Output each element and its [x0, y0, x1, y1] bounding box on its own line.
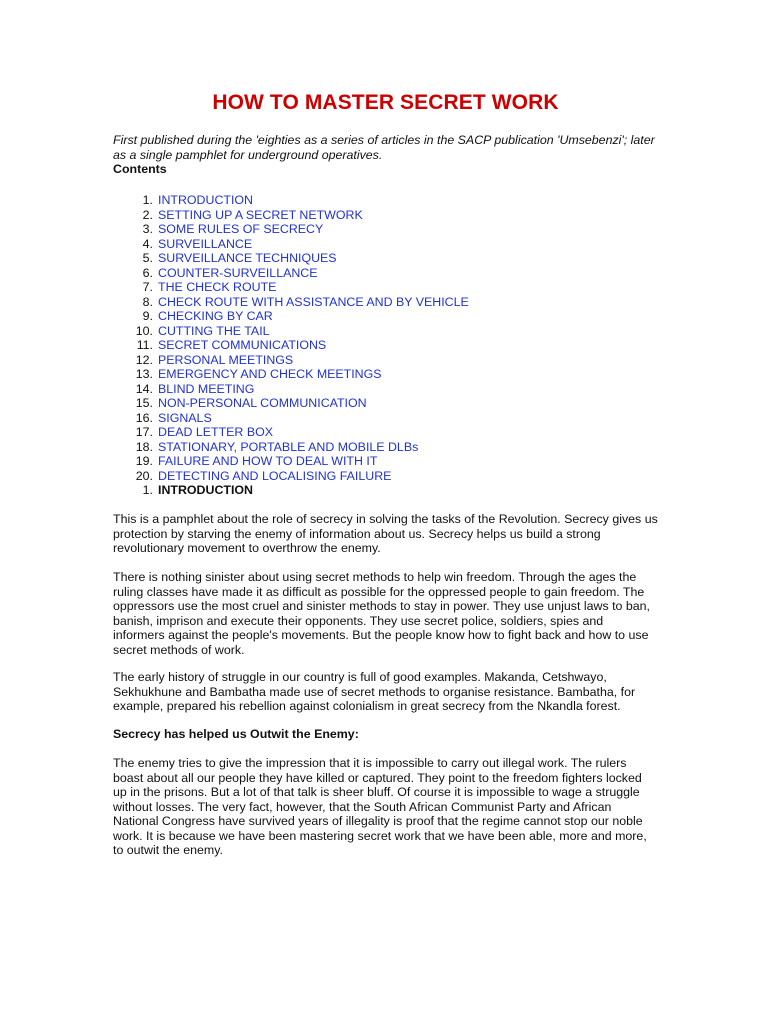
toc-item[interactable] [113, 353, 658, 368]
toc-item[interactable] [113, 266, 658, 281]
toc-item-link[interactable]: INTRODUCTION [158, 193, 253, 207]
paragraph: This is a pamphlet about the role of secrecy in solving the tasks of the Revolution. Secrecy gives us protection by starving the enemy of information about us. Secrecy helps us build a strong revolutionary movement to overthrow the enemy. [113, 512, 658, 555]
toc-item-link[interactable]: PERSONAL MEETINGS [158, 352, 294, 367]
toc-item[interactable] [113, 208, 658, 223]
toc-item-link[interactable]: STATIONARY, PORTABLE AND MOBILE DLBs [158, 439, 419, 454]
toc-item-link[interactable]: SOME RULES OF SECRECY [158, 222, 324, 236]
toc-item-number: 3. [142, 222, 153, 236]
toc-item-number: 17. [135, 425, 153, 439]
toc-item-number: 7. [142, 280, 153, 294]
toc-item-number: 10. [135, 323, 153, 338]
current-section-number: 1. [142, 483, 153, 497]
toc-item-link[interactable]: SURVEILLANCE [158, 236, 253, 251]
contents-label: Contents [113, 162, 167, 176]
toc-item[interactable] [113, 324, 658, 339]
toc-item[interactable] [113, 440, 658, 455]
toc-item-number: 16. [135, 410, 153, 425]
toc-item[interactable] [113, 469, 658, 484]
toc-item-number: 9. [142, 309, 153, 323]
toc-item-link[interactable]: NON-PERSONAL COMMUNICATION [158, 396, 367, 410]
toc-item-number: 5. [142, 251, 153, 265]
document-title: HOW TO MASTER SECRET WORK [212, 91, 559, 114]
toc-item[interactable] [113, 367, 658, 382]
toc-item-link[interactable]: CUTTING THE TAIL [158, 323, 270, 338]
toc-item-link[interactable]: SIGNALS [158, 410, 212, 425]
toc-item-link[interactable]: THE CHECK ROUTE [158, 280, 277, 294]
toc-item[interactable] [113, 237, 658, 252]
toc-item-link[interactable]: BLIND MEETING [158, 381, 255, 396]
toc-item[interactable] [113, 295, 658, 310]
toc-item-number: 18. [135, 439, 153, 454]
toc-item-link[interactable]: COUNTER-SURVEILLANCE [158, 265, 318, 280]
toc-item-number: 2. [142, 207, 153, 222]
toc-item-number: 15. [135, 396, 153, 410]
toc-item-number: 1. [142, 193, 153, 207]
current-section-heading [113, 483, 658, 498]
toc-item[interactable] [113, 280, 658, 295]
toc-item-link[interactable]: SECRET COMMUNICATIONS [158, 338, 327, 352]
toc-item-number: 19. [135, 454, 153, 468]
toc-item-number: 11. [136, 338, 153, 352]
toc-item-link[interactable]: EMERGENCY AND CHECK MEETINGS [158, 367, 382, 381]
toc-item[interactable] [113, 193, 658, 208]
toc-item-number: 8. [142, 294, 153, 309]
toc-item-number: 14. [135, 381, 153, 396]
toc-item[interactable] [113, 411, 658, 426]
paragraph: The enemy tries to give the impression that it is impossible to carry out illegal work. The rulers boast about all our people they have killed or captured. They point to the freedom fighters locked up in the prisons. But a lot of that talk is sheer bluff. Of course it is impossible to wage a struggle without losses. The very fact, however, that the South African Communist Party and African National Congress have survived years of illegality is proof that the regime cannot stop our noble work. It is because we have been mastering secret work that we have been able, more and more, to outwit the enemy. [113, 756, 647, 857]
toc-item-link[interactable]: DEAD LETTER BOX [158, 425, 273, 439]
toc-item-link[interactable]: CHECKING BY CAR [158, 309, 273, 323]
toc-item-link[interactable]: FAILURE AND HOW TO DEAL WITH IT [158, 454, 378, 468]
table-of-contents [113, 193, 658, 498]
toc-item-number: 12. [135, 352, 153, 367]
toc-item-number: 13. [135, 367, 153, 381]
document-subtitle: First published during the 'eighties as a series of articles in the SACP publication 'Umsebenzi'; later as a single pamphlet for underground operatives. [113, 133, 655, 162]
toc-item-number: 4. [142, 236, 153, 251]
current-section-label: INTRODUCTION [158, 483, 253, 497]
toc-item-link[interactable]: SURVEILLANCE TECHNIQUES [158, 251, 337, 265]
toc-item[interactable] [113, 382, 658, 397]
paragraph: The early history of struggle in our country is full of good examples. Makanda, Cetshwayo, Sekhukhune and Bambatha made use of secret methods to organise resistance. Bambatha, for example, prepared his rebellion against colonialism in great secrecy from the Nkandla forest. [113, 670, 636, 713]
toc-item[interactable] [113, 222, 658, 237]
toc-item-link[interactable]: CHECK ROUTE WITH ASSISTANCE AND BY VEHICLE [158, 294, 469, 309]
toc-item-link[interactable]: SETTING UP A SECRET NETWORK [158, 207, 363, 222]
toc-item[interactable] [113, 251, 658, 266]
section-heading: Secrecy has helped us Outwit the Enemy: [113, 727, 359, 741]
paragraph: There is nothing sinister about using secret methods to help win freedom. Through the ages the ruling classes have made it as difficult as possible for the oppressed people to gain freedom. The oppressors use the most cruel and sinister methods to stay in power. They use unjust laws to ban, banish, imprison and execute their opponents. They use secret police, soldiers, spies and informers against the people's movements. But the people know how to fight back and how to use secret methods of work. [113, 570, 650, 657]
toc-item-number: 20. [135, 468, 153, 483]
toc-item[interactable] [113, 338, 658, 353]
document-header-block [113, 133, 658, 177]
toc-item-link[interactable]: DETECTING AND LOCALISING FAILURE [158, 468, 392, 483]
toc-item[interactable] [113, 396, 658, 411]
toc-item[interactable] [113, 309, 658, 324]
toc-item[interactable] [113, 425, 658, 440]
toc-item-number: 6. [142, 265, 153, 280]
toc-item[interactable] [113, 454, 658, 469]
